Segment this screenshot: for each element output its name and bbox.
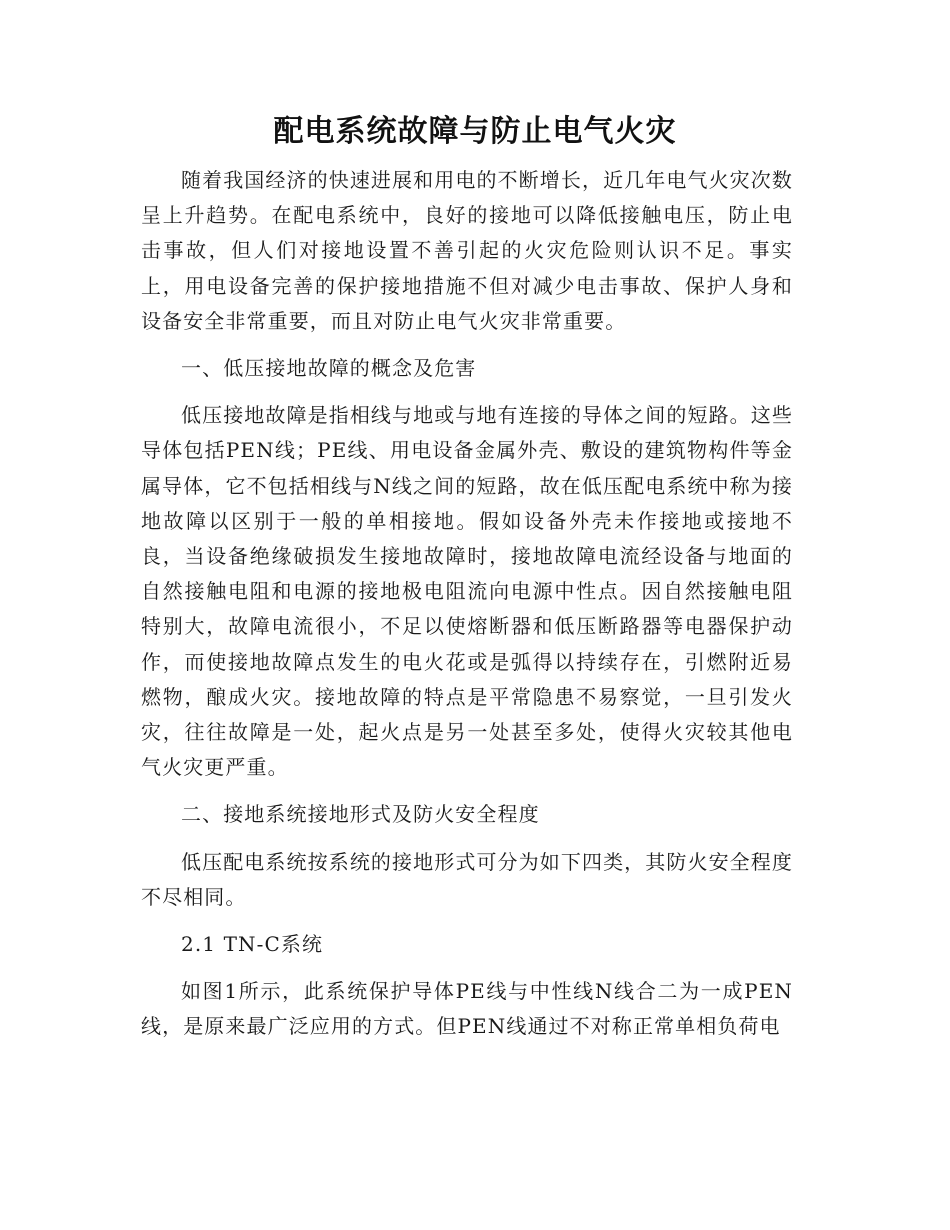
section-2-paragraph: 低压配电系统按系统的接地形式可分为如下四类，其防火安全程度不尽相同。	[141, 849, 793, 909]
document-body	[141, 163, 793, 1045]
section-1-paragraph: 低压接地故障是指相线与地或与地有连接的导体之间的短路。这些导体包括PEN线；PE线、用电设备金属外壳、敷设的建筑物构件等金属导体，它不包括相线与N线之间的短路，故在低压配电系统中称为接地故障以区别于一般的单相接地。假如设备外壳未作接地或接地不良，当设备绝缘破损发生接地故障时，接地故障电流经设备与地面的自然接触电阻和电源的接地极电阻流向电源中性点。因自然接触电阻特别大，故障电流很小，不足以使熔断器和低压断路器等电器保护动作，而使接地故障点发生的电火花或是弧得以持续存在，引燃附近易燃物，酿成火灾。接地故障的特点是平常隐患不易察觉，一旦引发火灾，往往故障是一处，起火点是另一处甚至多处，使得火灾较其他电气火灾更严重。	[141, 403, 793, 780]
intro-paragraph: 随着我国经济的快速进展和用电的不断增长，近几年电气火灾次数呈上升趋势。在配电系统中，良好的接地可以降低接触电压，防止电击事故，但人们对接地设置不善引起的火灾危险则认识不足。事实上，用电设备完善的保护接地措施不但对减少电击事故、保护人身和设备安全非常重要，而且对防止电气火灾非常重要。	[141, 168, 793, 333]
document-title: 配电系统故障与防止电气火灾	[273, 114, 677, 149]
section-heading-1: 一、低压接地故障的概念及危害	[181, 356, 477, 381]
subsection-2-1-paragraph: 如图1所示，此系统保护导体PE线与中性线N线合二为一成PEN线，是原来最广泛应用的方式。但PEN线通过不对称正常单相负荷电	[141, 979, 793, 1039]
section-heading-2: 二、接地系统接地形式及防火安全程度	[181, 802, 540, 827]
subsection-heading-2-1: 2.1 TN-C系统	[181, 932, 324, 957]
